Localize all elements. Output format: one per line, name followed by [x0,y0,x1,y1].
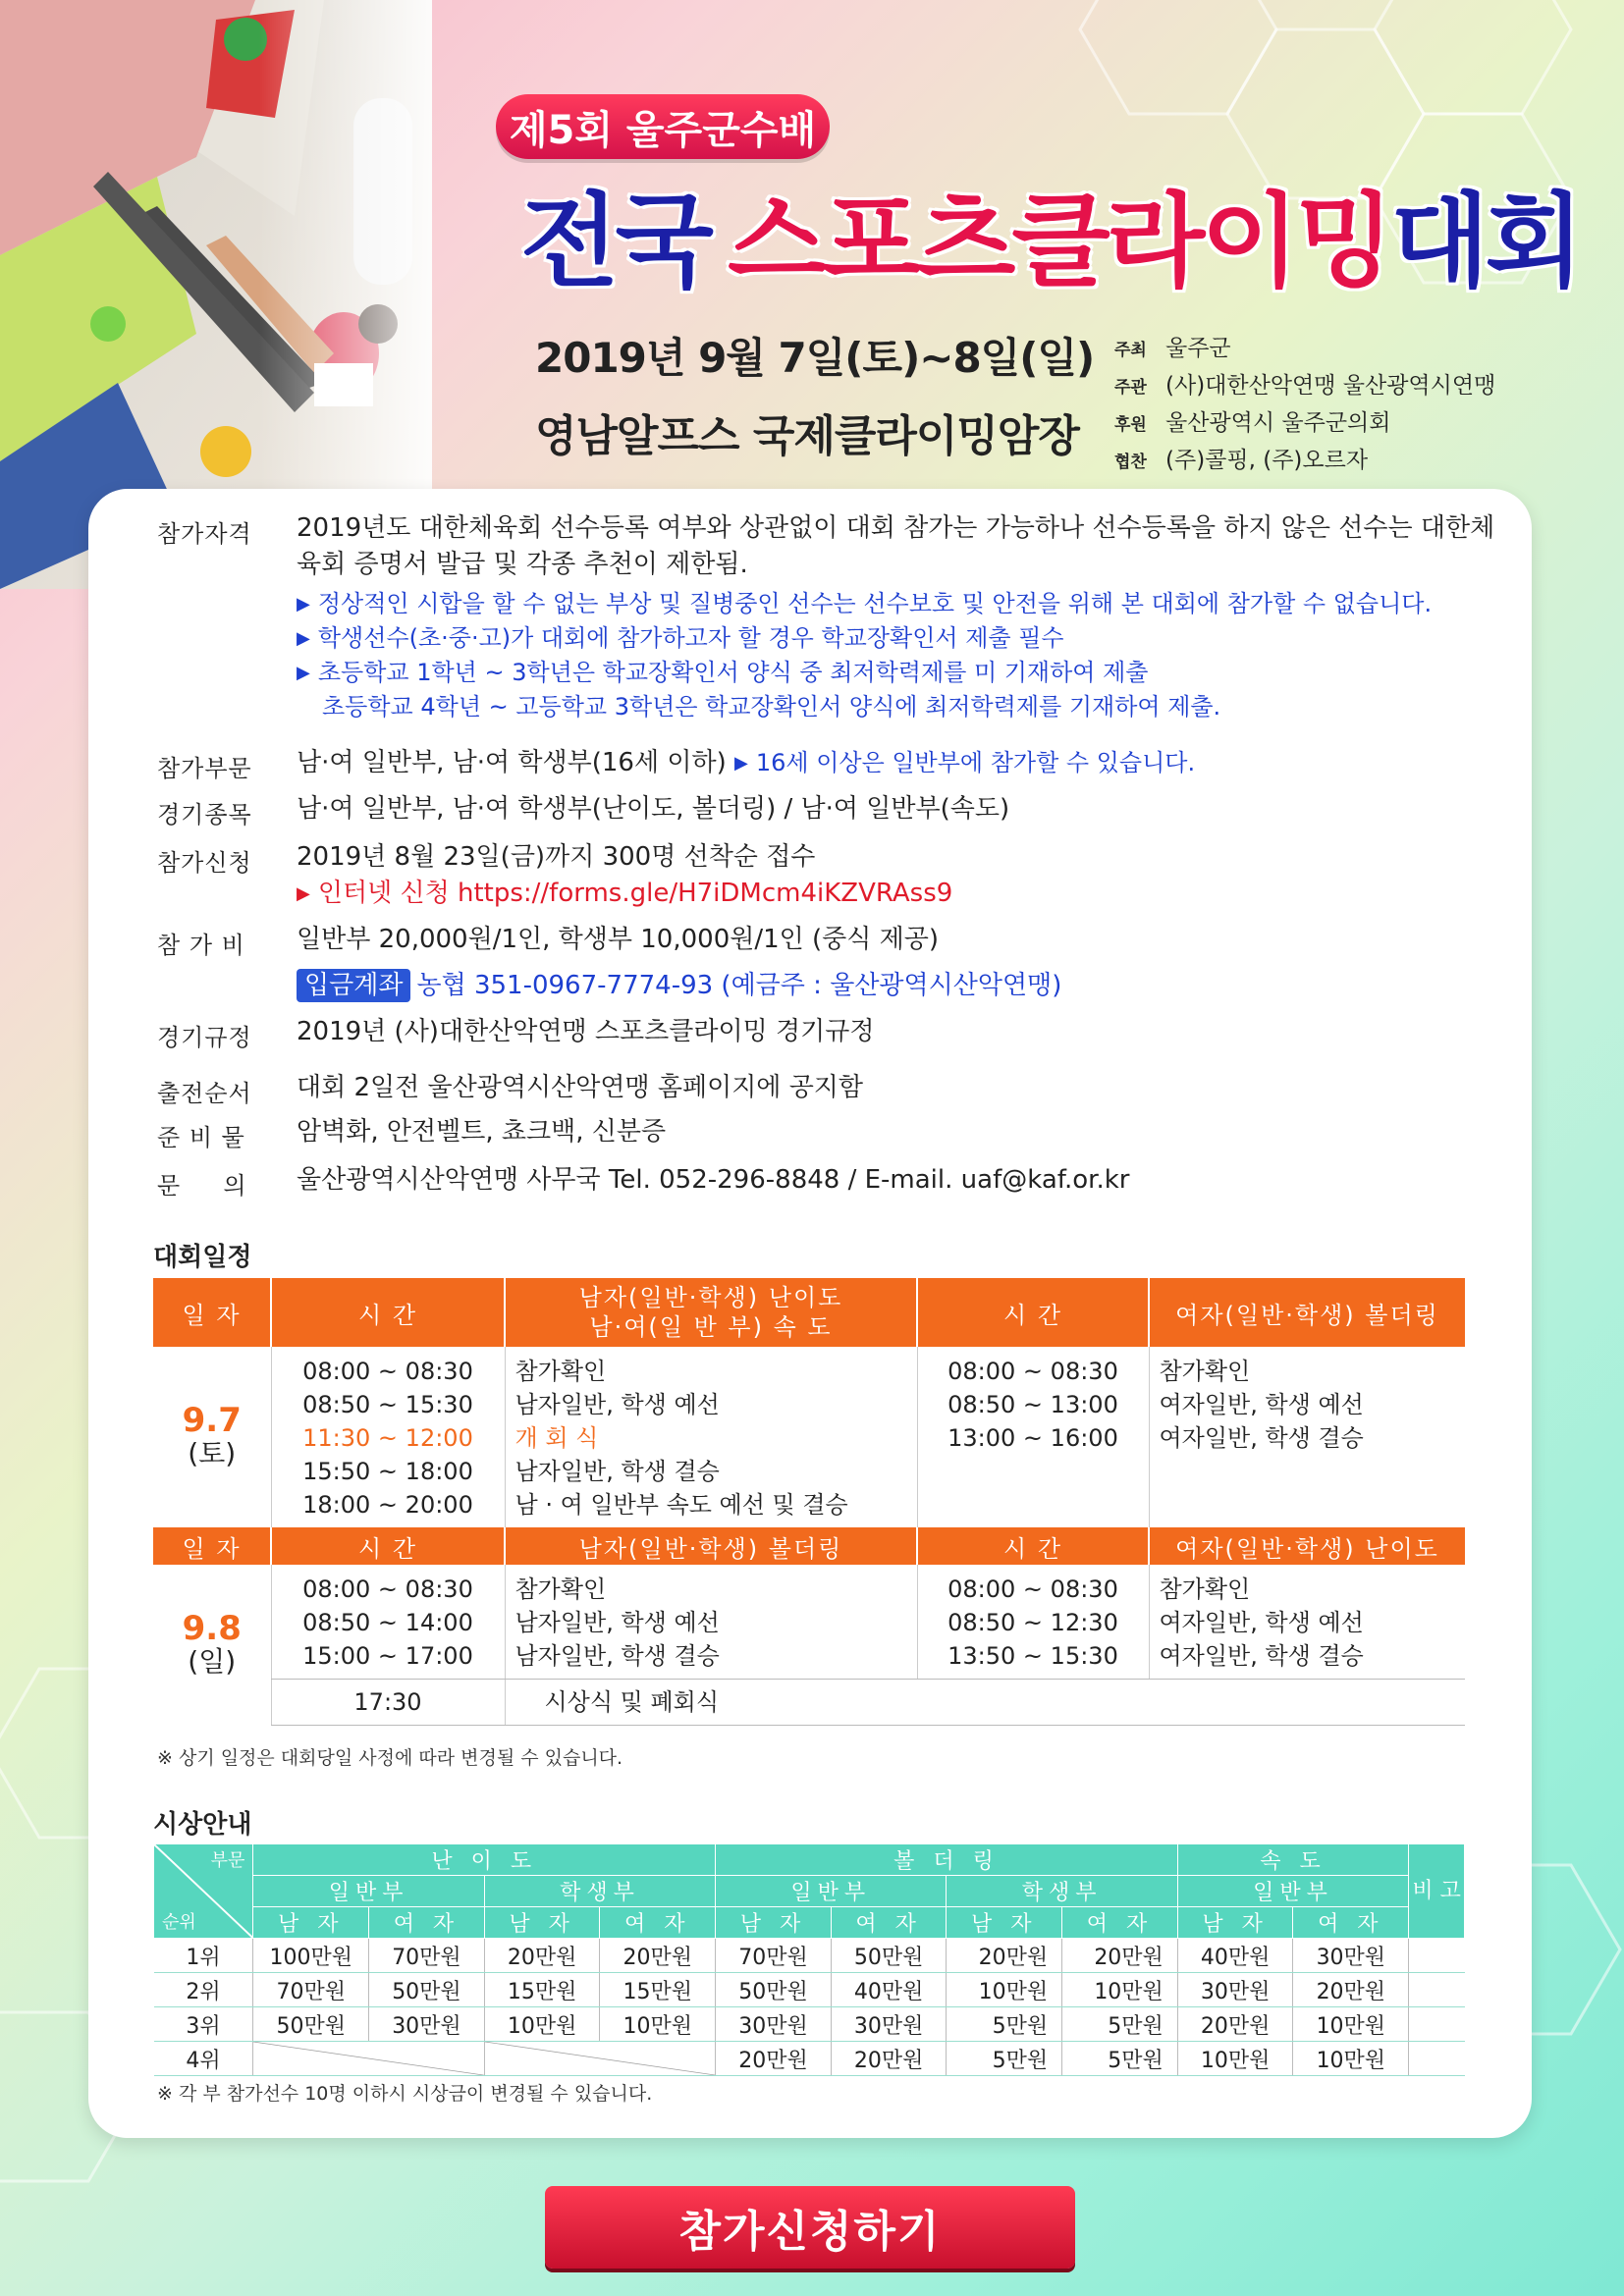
prize-cell: 10만원 [1293,2007,1409,2042]
organizer-value: 울산광역시 울주군의회 [1165,410,1391,436]
prize-cell: 10만원 [484,2007,600,2042]
prize-row [154,1973,1465,2007]
title-part-1: 전국 [520,182,710,301]
prize-cell: 40만원 [1177,1939,1293,1973]
prize-rank: 1위 [154,1939,253,1973]
header-event-a: 남자(일반·학생) 볼더링 [505,1527,917,1565]
prize-cell: 10만원 [947,1973,1062,2007]
header-event-b: 여자(일반·학생) 난이도 [1149,1527,1465,1565]
order-text: 대회 2일전 울산광역시산악연맹 홈페이지에 공지함 [297,1073,864,1102]
triangle-icon: ▶ [297,594,310,614]
schedule-note: ※ 상기 일정은 대회당일 사정에 따라 변경될 수 있습니다. [157,1747,623,1769]
day1-times-b: 08:00 ~ 08:30 08:50 ~ 13:00 13:00 ~ 16:00 [917,1347,1149,1527]
prize-cell: 5만원 [1062,2007,1178,2042]
organizer-value: 울주군 [1165,336,1231,361]
male-header: 남 자 [716,1907,832,1939]
prize-cell: 15만원 [600,1973,716,2007]
header-event-a: 남자(일반·학생) 난이도 남·여(일 반 부) 속 도 [505,1278,917,1347]
prize-cell: 20만원 [831,2042,947,2076]
division-text: 남·여 일반부, 남·여 학생부(16세 이하) [297,748,727,777]
prize-title: 시상안내 [153,1810,252,1840]
prize-cell: 10만원 [600,2007,716,2042]
prize-note: ※ 각 부 참가선수 10명 이하시 시상금이 변경될 수 있습니다. [157,2083,653,2105]
prize-row [154,1939,1465,1973]
prize-cell: 5만원 [947,2007,1062,2042]
organizer-row [1114,330,1605,367]
closing-event: 시상식 및 폐회식 [505,1680,1465,1726]
fee-text: 일반부 20,000원/1인, 학생부 10,000원/1인 (중식 제공) [297,925,940,954]
prize-cell: 15만원 [484,1973,600,2007]
apply-button[interactable]: 참가신청하기 [545,2186,1075,2269]
header-time: 시 간 [917,1278,1149,1347]
prize-row [154,2007,1465,2042]
general-header: 일반부 [1177,1876,1408,1907]
male-header: 남 자 [1177,1907,1293,1939]
schedule-row-day2 [153,1565,1465,1680]
female-header: 여 자 [1062,1907,1178,1939]
prize-cell: 20만원 [947,1939,1062,1973]
schedule-row-day1 [153,1347,1465,1527]
eligibility-note: ▶ 학생선수(초·중·고)가 대회에 참가하고자 할 경우 학교장확인서 제출 필수 [297,621,1512,656]
prize-cell: 20만원 [716,2042,832,2076]
prize-row [154,2042,1465,2076]
day2-events-a: 참가확인 남자일반, 학생 예선 남자일반, 학생 결승 [505,1565,917,1680]
male-header: 남 자 [484,1907,600,1939]
rules-label: 경기규정 [157,1024,252,1051]
account-badge: 입금계좌 [297,969,410,1002]
event-label: 경기종목 [157,801,252,828]
cat-difficulty: 난 이 도 [253,1844,716,1876]
organizer-key: 주최 [1114,341,1147,360]
event-venue: 영남알프스 국제클라이밍암장 [535,411,1079,461]
prize-cell: 10만원 [1177,2042,1293,2076]
male-header: 남 자 [253,1907,369,1939]
apply-label: 참가신청 [157,849,252,877]
prize-cell: 30만원 [716,2007,832,2042]
eligibility-note: 초등학교 4학년 ~ 고등학교 3학년은 학교장확인서 양식에 최저학력제를 기재하여 제출. [322,693,1221,721]
prize-cell: 10만원 [1293,2042,1409,2076]
prep-row [157,1114,1512,1152]
prize-cell: 30만원 [1293,1939,1409,1973]
schedule-table [153,1278,1465,1726]
prep-label: 준 비 물 [157,1124,245,1151]
organizer-value: (주)콜핑, (주)오르자 [1165,448,1369,473]
day1-events-a: 참가확인 남자일반, 학생 예선 개 회 식 남자일반, 학생 결승 남 · 여 일반부 속도 예선 및 결승 [505,1347,917,1527]
division-note: 16세 이상은 일반부에 참가할 수 있습니다. [755,749,1196,776]
prize-bigo [1409,1939,1465,1973]
contact-text: 울산광역시산악연맹 사무국 Tel. 052-296-8848 / E-mail. uaf@kaf.or.kr [297,1165,1130,1195]
day1-events-b: 참가확인 여자일반, 학생 예선 여자일반, 학생 결승 [1149,1347,1465,1527]
division-label: 참가부문 [157,755,252,782]
prize-cell: 50만원 [716,1973,832,2007]
prize-cell: 30만원 [831,2007,947,2042]
day2-date: 9.8 (일) [182,1608,242,1678]
prize-cell: 20만원 [600,1939,716,1973]
rules-text: 2019년 (사)대한산악연맹 스포츠클라이밍 경기규정 [297,1017,875,1046]
account-text: 농협 351-0967-7774-93 (예금주 : 울산광역시산악연맹) [416,971,1062,1000]
contact-label: 문 의 [157,1172,247,1200]
corner-top: 부문 [210,1850,245,1871]
header-time: 시 간 [271,1527,505,1565]
info-section [157,510,1512,1201]
prize-cell-empty [484,2042,715,2076]
order-row [157,1070,1512,1108]
triangle-icon: ▶ [734,753,748,774]
header-date: 일 자 [153,1527,271,1565]
prize-cell: 30만원 [1177,1973,1293,2007]
cat-bouldering: 볼 더 링 [716,1844,1178,1876]
prize-bigo [1409,2007,1465,2042]
bigo-header: 비 고 [1409,1844,1465,1939]
event-text: 남·여 일반부, 남·여 학생부(난이도, 볼더링) / 남·여 일반부(속도) [297,794,1010,824]
prize-cell: 50만원 [253,2007,369,2042]
info-card [88,489,1532,2138]
prize-cell: 40만원 [831,1973,947,2007]
prize-cell: 70만원 [253,1973,369,2007]
fee-label: 참 가 비 [157,932,245,959]
prize-cell: 20만원 [1293,1973,1409,2007]
organizer-value: (사)대한산악연맹 울산광역시연맹 [1165,373,1496,399]
prize-cell: 20만원 [1062,1939,1178,1973]
male-header: 남 자 [947,1907,1062,1939]
prize-rows [154,1939,1465,2076]
schedule-row-closing [153,1680,1465,1726]
prize-rank: 4위 [154,2042,253,2076]
prize-cell: 5만원 [1062,2042,1178,2076]
apply-online-link[interactable]: https://forms.gle/H7iDMcm4iKZVRAss9 [457,879,953,908]
event-row [157,791,1512,829]
division-row [157,745,1512,783]
apply-text: 2019년 8월 23일(금)까지 300명 선착순 접수 [297,842,816,872]
prize-cell: 5만원 [947,2042,1062,2076]
organizer-row [1114,442,1605,479]
day1-times-a: 08:00 ~ 08:30 08:50 ~ 15:30 11:30 ~ 12:00 15:50 ~ 18:00 18:00 ~ 20:00 [271,1347,505,1527]
prize-bigo [1409,2042,1465,2076]
eligibility-row [157,510,1512,583]
prize-cell: 30만원 [369,2007,485,2042]
fee-row [157,922,1512,1004]
prize-bigo [1409,1973,1465,2007]
edition-banner: 제5회 울주군수배 [496,94,830,159]
eligibility-note: ▶ 초등학교 1학년 ~ 3학년은 학교장확인서 양식 중 최저학력제를 미 기재하여 제출 [297,656,1512,690]
prize-cell: 100만원 [253,1939,369,1973]
triangle-icon: ▶ [297,628,310,649]
corner-cell [154,1844,253,1939]
order-label: 출전순서 [157,1080,252,1107]
apply-row [157,839,1512,912]
general-header: 일반부 [253,1876,484,1907]
prize-cell: 10만원 [1062,1973,1178,2007]
cat-speed: 속 도 [1177,1844,1408,1876]
organizer-key: 후원 [1114,415,1147,435]
prep-text: 암벽화, 안전벨트, 쵸크백, 신분증 [297,1117,667,1147]
female-header: 여 자 [600,1907,716,1939]
prize-rank: 3위 [154,2007,253,2042]
prize-cell: 70만원 [369,1939,485,1973]
header-date: 일 자 [153,1278,271,1347]
header-time: 시 간 [271,1278,505,1347]
organizer-row [1114,404,1605,442]
female-header: 여 자 [369,1907,485,1939]
eligibility-note: ▶ 정상적인 시합을 할 수 없는 부상 및 질병중인 선수는 선수보호 및 안전을 위해 본 대회에 참가할 수 없습니다. [297,587,1512,621]
day2-times-b: 08:00 ~ 08:30 08:50 ~ 12:30 13:50 ~ 15:30 [917,1565,1149,1680]
day1-date: 9.7 (토) [182,1401,242,1469]
triangle-icon: ▶ [297,883,310,904]
organizer-key: 주관 [1114,378,1147,398]
corner-diagonal [154,1844,252,1938]
main-title [520,169,1581,301]
title-part-3: 대회 [1390,182,1581,301]
prize-table [153,1843,1465,2076]
title-part-2: 스포츠클라이밍 [727,182,1391,301]
organizers [1114,330,1605,479]
day2-events-b: 참가확인 여자일반, 학생 예선 여자일반, 학생 결승 [1149,1565,1465,1680]
event-date: 2019년 9월 7일(토)~8일(일) [535,334,1095,382]
schedule-title: 대회일정 [153,1243,252,1272]
female-header: 여 자 [831,1907,947,1939]
corner-bottom: 순위 [162,1912,196,1933]
organizer-row [1114,367,1605,404]
prize-rank: 2위 [154,1973,253,2007]
eligibility-notes [157,587,1512,723]
prize-cell-empty [253,2042,484,2076]
student-header: 학생부 [484,1876,715,1907]
contact-row [157,1162,1512,1201]
prize-cell: 20만원 [1177,2007,1293,2042]
header-event-b: 여자(일반·학생) 볼더링 [1149,1278,1465,1347]
prize-cell: 20만원 [484,1939,600,1973]
day2-times-a: 08:00 ~ 08:30 08:50 ~ 14:00 15:00 ~ 17:00 [271,1565,505,1680]
apply-online-label: 인터넷 신청 [317,879,450,908]
rules-row [157,1014,1512,1052]
header-time: 시 간 [917,1527,1149,1565]
student-header: 학생부 [947,1876,1177,1907]
closing-time: 17:30 [271,1680,505,1726]
eligibility-label: 참가자격 [157,520,252,548]
eligibility-text: 2019년도 대한체육회 선수등록 여부와 상관없이 대회 참가는 가능하나 선수등록을 하지 않은 선수는 대한체육회 증명서 발급 및 각종 추천이 제한됨. [297,513,1495,579]
prize-cell: 70만원 [716,1939,832,1973]
organizer-key: 협찬 [1114,453,1147,472]
prize-cell: 50만원 [831,1939,947,1973]
female-header: 여 자 [1293,1907,1409,1939]
prize-cell: 50만원 [369,1973,485,2007]
triangle-icon: ▶ [297,663,310,683]
general-header: 일반부 [716,1876,947,1907]
